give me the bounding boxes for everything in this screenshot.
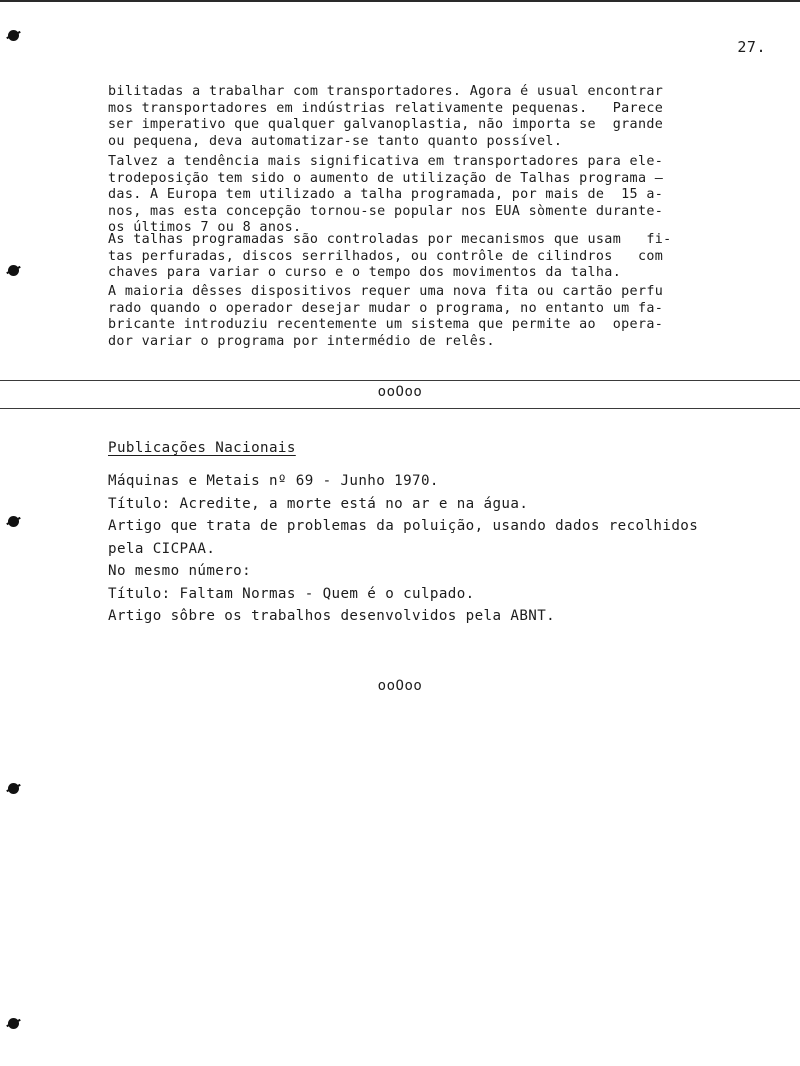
text-line: trodeposição tem sido o aumento de utilização de Talhas programa —: [108, 170, 664, 186]
paragraph: [108, 232, 768, 282]
publication-line: Artigo sôbre os trabalhos desenvolvidos pela ABNT.: [108, 608, 556, 624]
page-top-edge: [0, 0, 800, 2]
section-separator: ooOoo: [377, 678, 423, 694]
paragraph: [108, 84, 768, 150]
text-line: mos transportadores em indústrias relativamente pequenas. Parece: [108, 100, 664, 116]
horizontal-rule: [0, 408, 800, 409]
text-line: das. A Europa tem utilizado a talha programada, por mais de 15 a-: [108, 187, 664, 203]
publication-line: Artigo que trata de problemas da poluição, usando dados recolhidos: [108, 518, 699, 534]
section-heading: Publicações Nacionais: [108, 440, 296, 456]
text-line: ou pequena, deva automatizar-se tanto quanto possível.: [108, 133, 563, 149]
text-line: As talhas programadas são controladas por mecanismos que usam fi-: [108, 232, 672, 247]
text-line: ser imperativo que qualquer galvanoplastia, não importa se grande: [108, 117, 664, 133]
publication-list: [108, 470, 788, 628]
punch-hole-mark: [8, 516, 19, 527]
text-line: rado quando o operador desejar mudar o programa, no entanto um fa-: [108, 300, 664, 316]
punch-hole-mark: [8, 265, 19, 276]
text-line: bricante introduziu recentemente um sistema que permite ao opera-: [108, 317, 664, 333]
text-line: os últimos 7 ou 8 anos.: [108, 220, 302, 236]
publication-line: Máquinas e Metais nº 69 - Junho 1970.: [108, 473, 439, 489]
publication-line: Título: Faltam Normas - Quem é o culpado.: [108, 585, 475, 602]
paragraph: [108, 284, 768, 350]
publication-line: pela CICPAA.: [108, 540, 216, 557]
punch-hole-mark: [8, 783, 19, 794]
page-number: 27.: [737, 38, 766, 56]
text-line: nos, mas esta concepção tornou-se popular nos EUA sòmente durante-: [108, 203, 664, 219]
horizontal-rule: [0, 380, 800, 381]
text-line: bilitadas a trabalhar com transportadores. Agora é usual encontrar: [108, 84, 664, 99]
punch-hole-mark: [8, 30, 19, 41]
text-line: Talvez a tendência mais significativa em transportadores para ele-: [108, 154, 664, 169]
text-line: A maioria dêsses dispositivos requer uma nova fita ou cartão perfu: [108, 284, 664, 299]
publication-line: Título: Acredite, a morte está no ar e na água.: [108, 495, 529, 512]
paragraph: [108, 154, 768, 237]
punch-hole-mark: [8, 1018, 19, 1029]
text-line: chaves para variar o curso e o tempo dos movimentos da talha.: [108, 265, 622, 281]
text-line: tas perfuradas, discos serrilhados, ou contrôle de cilindros com: [108, 248, 664, 264]
text-line: dor variar o programa por intermédio de relês.: [108, 333, 495, 349]
publication-line: No mesmo número:: [108, 563, 252, 579]
section-separator: ooOoo: [377, 384, 423, 400]
